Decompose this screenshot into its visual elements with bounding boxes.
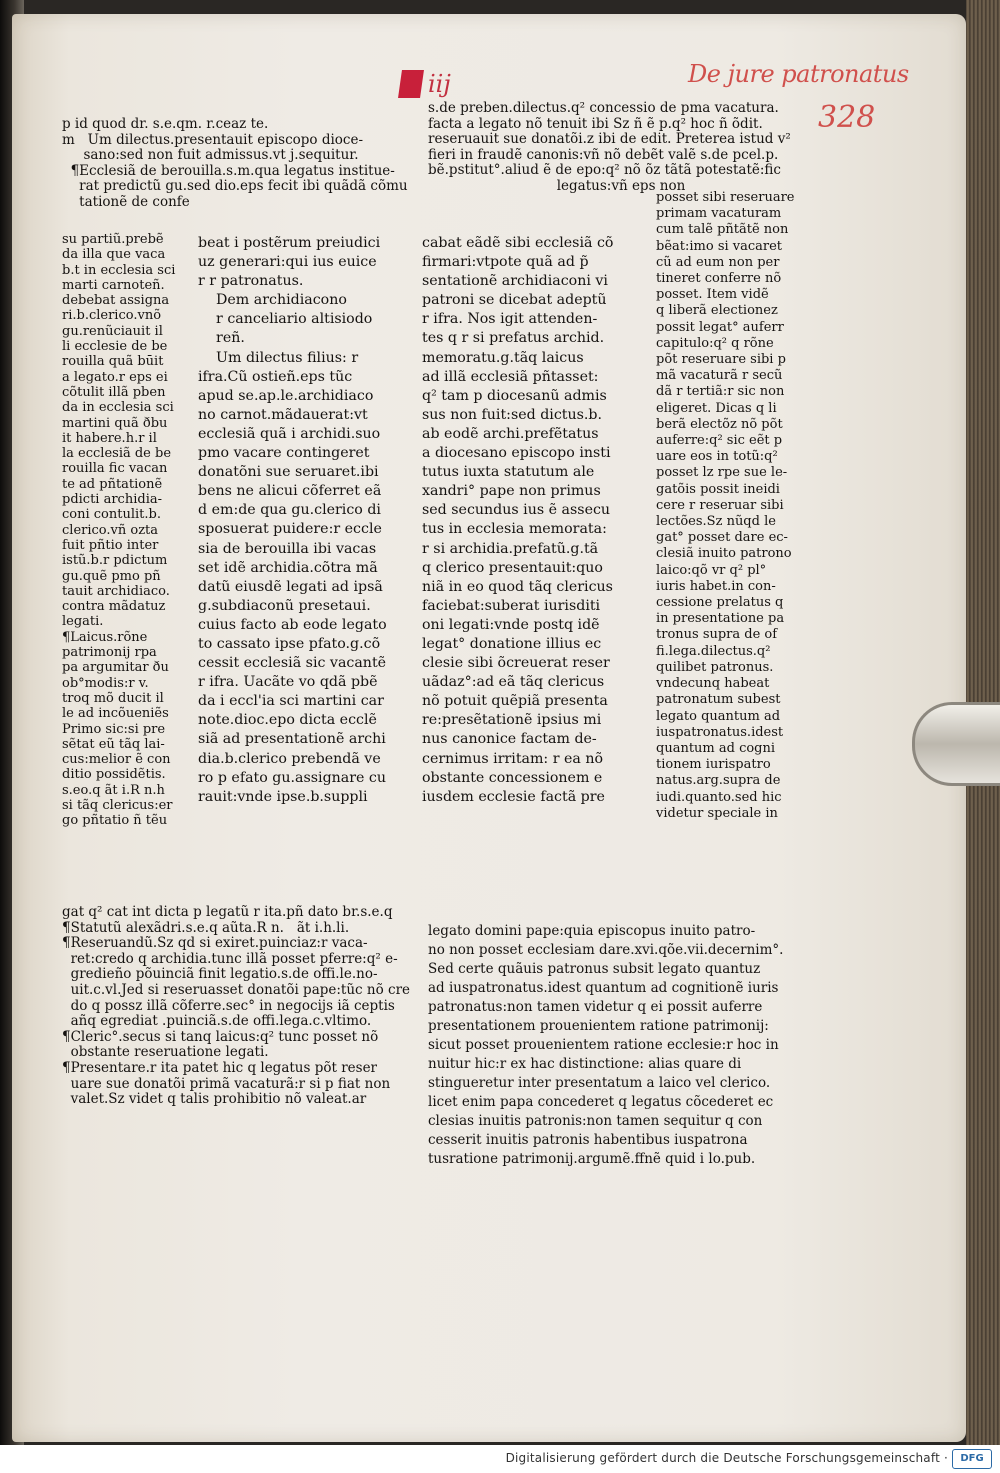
main-text-column-b: cabat eãdẽ sibi ecclesiã cõ firmari:vtpote quã ad p̃ sentationẽ archidiaconi vi patroni se dicebat adeptũ r ifra. Nos igit attenden- tes q r si prefatus archid. memoratu.g.tãq laicus ad illã ecclesiã pñtasset: q² tam p diocesanũ admis sus non fuit:sed dictus.b. ab eodẽ archi.prefẽtatus a diocesano episcopo insti tutus iuxta statutum ale xandri° pape non primus sed secundus ius ẽ assecu tus in ecclesia memorata: r si archidia.prefatũ.g.tã q clerico presentauit:quo niã in eo quod tãq clericus faciebat:suberat iurisditi oni legati:vnde postq idẽ legat° donatione illius ec clesie sibi õcreuerat reser uãdaz°:ad eã tãq clericus nõ potuit quẽpiã presenta re:presẽtationẽ ipsius mi nus canonice factam de- cernimus irritam: r ea nõ obstante concessionem e iusdem ecclesie factã pre	[422, 235, 614, 805]
folio-mark: iij	[428, 70, 451, 98]
text-bottom-right: legato domini pape:quia episcopus inuito patro- no non posset ecclesiam dare.xvi.qõe.vii.decernim°. Sed certe quãuis patronus subsit legato quantuz ad iuspatronatus.idest quantum ad cognitionẽ iuris patronatus:non tamen videtur q ei possit auferre presentationem prouenientem ratione patrimonij: sicut posset prouenientem ratione ecclesie:r hoc in nuitur hic:r ex hac distinctione: alias quare di stingueretur inter presentatum a laico vel clerico. licet enim papa concederet q legatus cõcederet ec clesias inuitis patronis:non tamen sequitur q con cesserit inuitis patronis habentibus iuspatrona tusratione patrimonij.argumẽ.ffnẽ quid i lo.pub.	[428, 923, 784, 1167]
funding-notice: Digitalisierung gefördert durch die Deutsche Forschungsgemeinschaft ·	[505, 1451, 948, 1465]
handwritten-title: De jure patronatus	[688, 60, 909, 88]
gloss-column-right: posset sibi reseruare primam vacaturam cum talẽ pñtãtẽ non bẽat:imo si vacaret cũ ad eum non per tineret conferre nõ posset. Item vidẽ q liberã electionez possit legat° auferr capitulo:q² q rõne põt reseruare sibi p mã vacaturã r secũ dã r tertiã:r sic non eligeret. Dicas q li berã electõz nõ põt auferre:q² sic eẽt p uare eos in totũ:q² posset lz rpe sue le- gatõis possit ineidi cere r reseruar sibi lectões.Sz nũqd le gat° posset dare ec- clesiã inuito patrono laico:qõ vr q² pl° iuris habet.in con- cessione prelatus q in presentatione pa tronus supra de of fi.lega.dilectus.q² quilibet patronus. vndecunq habeat patronatum subest legato quantum ad iuspatronatus.idest quantum ad cogni tionem iurispatro natus.arg.supra de iudi.quanto.sed hic videtur speciale in	[656, 190, 795, 821]
page-clip	[912, 702, 1000, 786]
footer-bar	[0, 1445, 1000, 1473]
red-rubric-mark	[398, 70, 424, 98]
text-top-right: s.de preben.dilectus.q² concessio de pma vacatura. facta a legato nõ tenuit ibi Sz ñ ẽ p.q² hoc ñ õdit. reseruauit sue donatõi.z ibi de edit. Preterea istud v² fieri in fraudẽ canonis:vñ nõ debẽt valẽ s.de pcel.p. bẽ.pstitut°.aliud ẽ de epo:q² nõ õz tãtã potestatẽ:fic legatus:vñ eps non	[428, 100, 791, 194]
text-bottom-left: gat q² cat int dicta p legatũ r ita.pñ dato br.s.e.q ¶Statutũ alexãdri.s.e.q aũta.R n. ãt i.h.li. ¶Reseruandũ.Sz qd si exiret.puinciaz:r vaca- ret:credo q archidia.tunc illã posset pferre:q² e- gredieño põuinciã finit legatio.s.de offi.le.no- uit.c.vl.Jed si reseruasset donatõi pape:tũc nõ cre do q possz illã cõferre.sec° in negocijs iã ceptis añq egrediat .puinciã.s.de offi.lega.c.vltimo. ¶Cleric°.secus si tanq laicus:q² tunc posset nõ obstante reseruatione legati. ¶Presentare.r ita patet hic q legatus põt reser uare sue donatõi primã vacaturã:r si p fiat non valet.Sz videt q talis prohibitio nõ valeat.ar	[62, 904, 411, 1108]
main-text-column-a: beat i postẽrum preiudici uz generari:qui ius euice r r patronatus. Dem archidiacono r canceliario altisiodo reñ. Um dilectus filius: r ifra.Cũ ostieñ.eps tũc apud se.ap.le.archidiaco no carnot.mãdauerat:vt ecclesiã quã i archidi.suo pmo vacare contingeret donatõni sue seruaret.ibi bens ne alicui cõferret eã d em:de qua gu.clerico di sposuerat puidere:r eccle sia de berouilla ibi vacas set idẽ archidia.cõtra mã datũ eiusdẽ legati ad ipsã g.subdiaconũ presetaui. cuius facto ab eode legato to cassato ipse pfato.g.cõ cessit ecclesiã sic vacantẽ r ifra. Uacãte vo qdã pbẽ da i eccl'ia sci martini car note.dioc.epo dicta ecclẽ siã ad presentationẽ archi dia.b.clerico prebendã ve ro p efato gu.assignare cu rauit:vnde ipse.b.suppli	[198, 235, 387, 805]
dfg-logo: DFG	[952, 1449, 992, 1469]
text-top-left: p id quod dr. s.e.qm. r.ceaz te. m Um dilectus.presentauit episcopo dioce- sano:sed non fuit admissus.vt j.sequitur. ¶Ecclesiã de berouilla.s.m.qua legatus institue- rat predictũ gu.sed dio.eps fecit ibi quãdã cõmu tationẽ de confe	[62, 116, 408, 210]
handwritten-number: 328	[818, 100, 876, 135]
gloss-margin-column: su partiũ.prebẽ da illa que vaca b.t in ecclesia sci marti carnoteñ. debebat assigna ri.b.clerico.vnõ gu.renũciauit il li ecclesie de be rouilla quã būit a legato.r eps ei cõtulit illã pben da in ecclesia sci martini quã ðbu it habere.h.r il la ecclesiã de be rouilla fic vacan te ad pñtationẽ pdicti archidia- coni contulit.b. clerico.vñ ozta fuit pñtio inter istũ.b.r pdictum gu.quẽ pmo pñ tauit archidiaco. contra mãdatuz legati. ¶Laicus.rõne patrimonij rpa pa argumitar ðu ob°modis:r v. troq mõ ducit il le ad incõueniẽs Primo sic:si pre sẽtat eũ tãq lai- cus:melior ẽ con ditio possidẽtis. s.eo.q ãt i.R n.h si tãq clericus:er go pñtatio ñ tẽu	[62, 232, 176, 829]
